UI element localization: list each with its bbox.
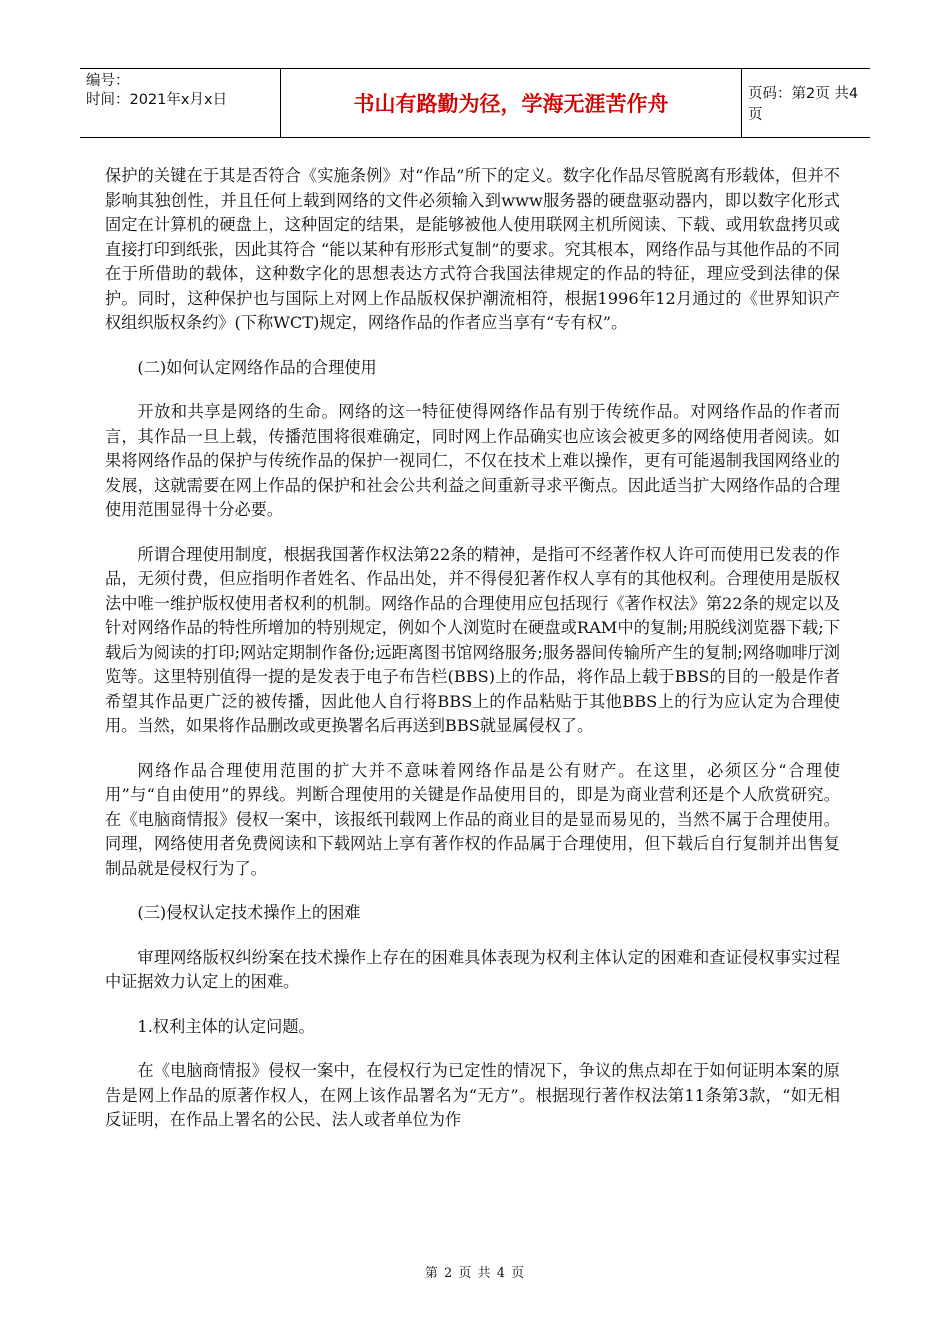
paragraph: 在《电脑商情报》侵权一案中，在侵权行为已定性的情况下，争议的焦点却在于如何证明本案的原告是网上作品的原著作权人，在网上该作品署名为“无方”。根据现行著作权法第11条第3款，“如无相反证明，在作品上署名的公民、法人或者单位为作 xyxy=(105,1061,840,1129)
section-heading: (三)侵权认定技术操作上的困难 xyxy=(137,903,361,922)
paragraph: 网络作品合理使用范围的扩大并不意味着网络作品是公有财产。在这里，必须区分“合理使用”与“自由使用”的界线。判断合理使用的关键是作品使用目的，即是为商业营利还是个人欣赏研究。在《电脑商情报》侵权一案中，该报纸刊载网上作品的商业目的是显而易见的，当然不属于合理使用。同理，网络使用者免费阅读和下载网站上享有著作权的作品属于合理使用，但下载后自行复制并出售复制品就是侵权行为了。 xyxy=(105,760,840,878)
paragraph: 开放和共享是网络的生命。网络的这一特征使得网络作品有别于传统作品。对网络作品的作者而言，其作品一旦上载，传播范围将很难确定，同时网上作品确实也应该会被更多的网络使用者阅读。如果将网络作品的保护与传统作品的保护一视同仁，不仅在技术上难以操作，更有可能遏制我国网络业的发展，这就需要在网上作品的保护和社会公共利益之间重新寻求平衡点。因此适当扩大网络作品的合理使用范围显得十分必要。 xyxy=(105,402,840,519)
document-number-label: 编号： xyxy=(86,73,130,89)
subsection-heading: 1.权利主体的认定问题。 xyxy=(137,1016,315,1036)
header-motto: 书山有路勤为径，学海无涯苦作舟 xyxy=(280,69,742,137)
paragraph: 所谓合理使用制度，根据我国著作权法第22条的精神，是指可不经著作权人许可而使用已发表的作品，无须付费，但应指明作者姓名、作品出处，并不得侵犯著作权人享有的其他权利。合理使用是版权法中唯一维护版权使用者权利的机制。网络作品的合理使用应包括现行《著作权法》第22条的规定以及针对网络作品的特性所增加的特别规定，例如个人浏览时在硬盘或RAM中的复制;用脱线浏览器下载;下载后为阅读的打印;网站定期制作备份;远距离图书馆网络服务;服务器间传输所产生的复制;网络咖啡厅浏览等。这里特别值得一提的是发表于电子布告栏(BBS)上的作品，将作品上载于BBS的目的一般是作者希望其作品更广泛的被传播，因此他人自行将BBS上的作品粘贴于其他BBS上的行为应认定为合理使用。当然，如果将作品删改或更换署名后再送到BBS就显属侵权了。 xyxy=(105,544,840,735)
paragraph: 审理网络版权纠纷案在技术操作上存在的困难具体表现为权利主体认定的困难和查证侵权事实过程中证据效力认定上的困难。 xyxy=(105,947,840,991)
section-heading: (二)如何认定网络作品的合理使用 xyxy=(137,357,377,377)
page-footer: 第 2 页 共 4 页 xyxy=(424,1266,526,1281)
document-body xyxy=(105,164,840,1133)
page-header xyxy=(80,68,870,138)
header-meta xyxy=(86,72,276,110)
header-page-number: 页码：第2页 共4页 xyxy=(748,86,859,123)
document-date-label: 时间：2021年x月x日 xyxy=(86,92,228,108)
paragraph-continuation: 保护的关键在于其是否符合《实施条例》对“作品”所下的定义。数字化作品尽管脱离有形载体，但并不影响其独创性，并且任何上载到网络的文件必须输入到www服务器的硬盘驱动器内，即以数字化形式固定在计算机的硬盘上，这种固定的结果，是能够被他人使用联网主机所阅读、下载、或用软盘拷贝或直接打印到纸张，因此其符合 “能以某种有形形式复制”的要求。究其根本，网络作品与其他作品的不同在于所借助的载体，这种数字化的思想表达方式符合我国法律规定的作品的特征，理应受到法律的保护。同时，这种保护也与国际上对网上作品版权保护潮流相符，根据1996年12月通过的《世界知识产权组织版权条约》(下称WCT)规定，网络作品的作者应当享有“专有权”。 xyxy=(105,166,840,332)
